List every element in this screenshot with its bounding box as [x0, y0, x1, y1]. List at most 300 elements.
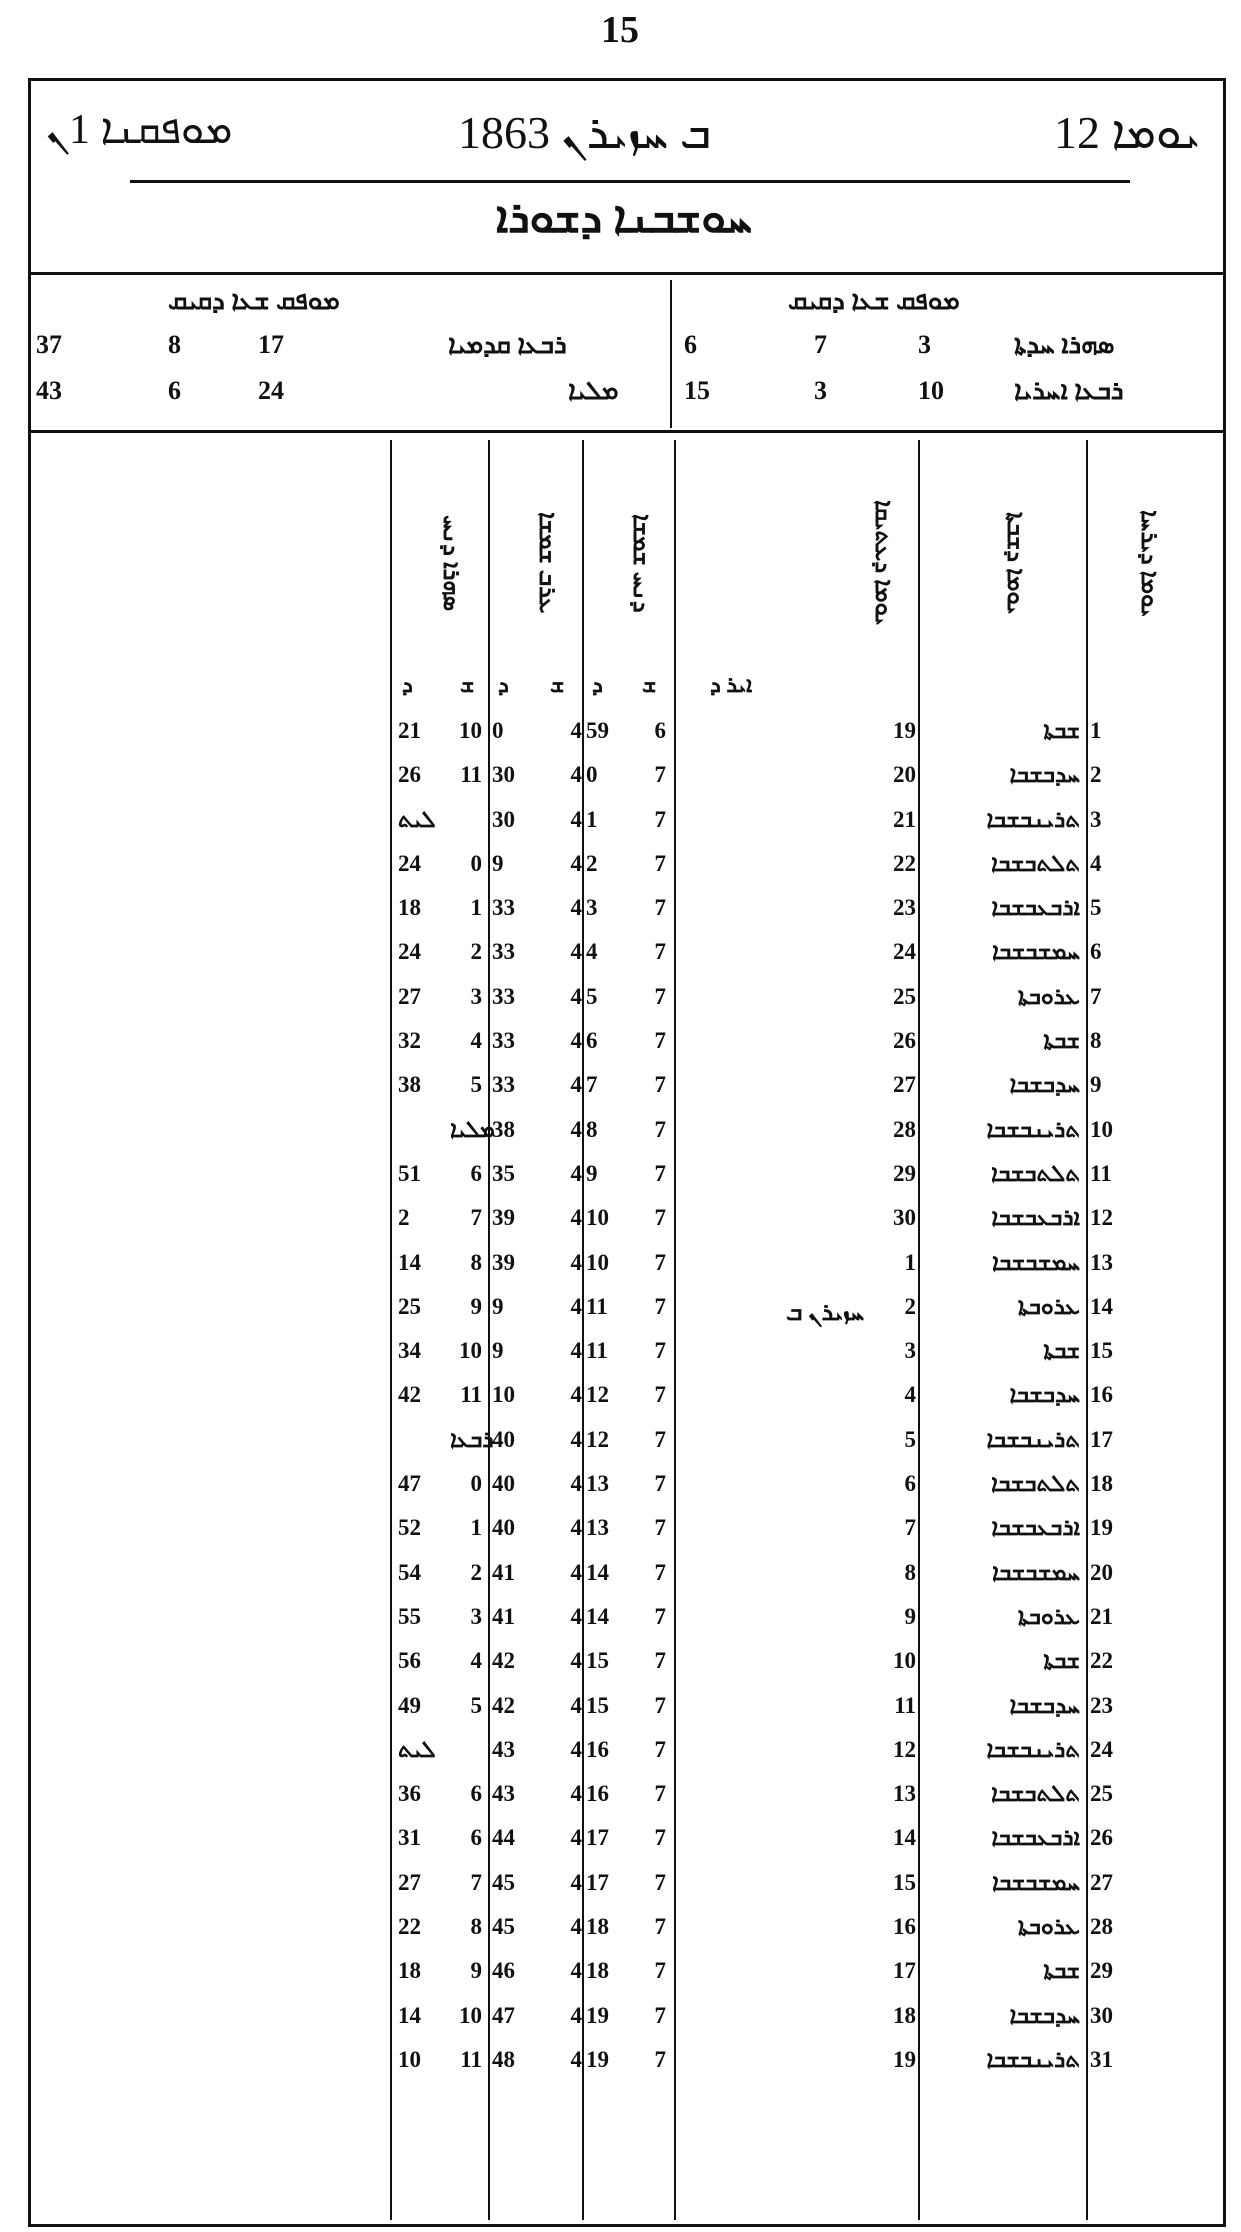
sunset-minute-cell: 39 — [492, 1249, 515, 1275]
sunrise-hour-cell: 7 — [654, 1958, 666, 1984]
header-rule — [130, 180, 1130, 183]
moon-second-cell: 26 — [398, 762, 421, 788]
weekday-cell: ܐܪܒܥܒܫܒܐ — [991, 1205, 1080, 1231]
weekday-cell: ܫܒܬܐ — [1043, 1958, 1080, 1984]
phase-day: 17 — [258, 330, 284, 359]
phase-name: ܡܠܝܐ — [568, 376, 619, 405]
unit-minute: ܕ — [402, 672, 413, 697]
day-number-cell: 25 — [1090, 1781, 1113, 1807]
sunset-minute-cell: 33 — [492, 983, 515, 1009]
sunset-minute-cell: 30 — [492, 806, 515, 832]
sunset-minute-cell: 46 — [492, 1958, 515, 1984]
sunset-minute-cell: 33 — [492, 1028, 515, 1054]
calendar-table — [390, 440, 1190, 2220]
day-number-cell: 8 — [1090, 1028, 1102, 1054]
old-calendar-day-cell: 10 — [893, 1648, 916, 1674]
weekday-cell: ܚܡܫܒܫܒܐ — [991, 1559, 1080, 1585]
weekday-cell: ܚܕܒܫܒܐ — [1009, 762, 1080, 788]
moon-hour-cell: 10 — [459, 2002, 482, 2028]
sunrise-minute-cell: 14 — [586, 1603, 609, 1629]
moon-second-cell: 21 — [398, 718, 421, 743]
title-rule — [28, 272, 1226, 275]
sunrise-minute-cell: 11 — [586, 1293, 608, 1319]
weekday-cell: ܚܕܒܫܒܐ — [1009, 1382, 1080, 1408]
sunset-minute-cell: 41 — [492, 1603, 515, 1629]
sunset-minute-cell: 48 — [492, 2046, 515, 2072]
moon-second-cell: 18 — [398, 1958, 421, 1984]
sunrise-minute-cell: 13 — [586, 1471, 609, 1497]
sunset-hour-cell: 4 — [570, 1559, 582, 1585]
old-calendar-day-cell: 1 — [904, 1249, 916, 1275]
moon-hour-cell: 9 — [470, 1293, 482, 1319]
old-calendar-day-cell: 19 — [893, 718, 916, 743]
moon-second-cell: 36 — [398, 1781, 421, 1807]
table-row — [390, 754, 1190, 798]
unit-hour: ܫ — [460, 672, 475, 697]
day-number-cell: 15 — [1090, 1338, 1113, 1364]
sunrise-minute-cell: 9 — [586, 1160, 598, 1186]
table-row — [390, 2039, 1190, 2083]
old-calendar-day-cell: 28 — [893, 1116, 916, 1142]
sunrise-hour-cell: 7 — [654, 1160, 666, 1186]
old-calendar-day-cell: 3 — [904, 1338, 916, 1364]
table-row — [390, 1242, 1190, 1286]
weekday-cell: ܚܡܫܒܫܒܐ — [991, 1249, 1080, 1275]
sunset-hour-cell: 4 — [570, 1116, 582, 1142]
sunrise-minute-cell: 0 — [586, 762, 598, 788]
table-row — [390, 1374, 1190, 1418]
old-calendar-day-cell: 24 — [893, 939, 916, 965]
sunrise-minute-cell: 8 — [586, 1116, 598, 1142]
moon-hour-cell: 11 — [460, 2046, 482, 2072]
table-row — [390, 1729, 1190, 1773]
phase-minute: 37 — [36, 330, 62, 359]
moon-hour-cell: 3 — [470, 983, 482, 1009]
old-calendar-day-cell: 13 — [893, 1781, 916, 1807]
table-row — [390, 1064, 1190, 1108]
sunrise-minute-cell: 13 — [586, 1515, 609, 1541]
sunrise-minute-cell: 4 — [586, 939, 598, 965]
moon-second-cell: 54 — [398, 1559, 421, 1585]
table-row — [390, 887, 1190, 931]
weekday-cell: ܬܠܬܒܫܒܐ — [991, 1471, 1080, 1497]
sunset-minute-cell: 42 — [492, 1692, 515, 1718]
moon-hour-cell: 1 — [470, 1515, 482, 1541]
moon-hour-cell: 10 — [459, 718, 482, 743]
table-row — [390, 1817, 1190, 1861]
moon-hour-cell: ܡܠܝܐ — [450, 1116, 495, 1142]
old-calendar-day-cell: 9 — [904, 1603, 916, 1629]
sunset-hour-cell: 4 — [570, 1471, 582, 1497]
sunrise-hour-cell: 7 — [654, 1781, 666, 1807]
old-calendar-day-cell: 17 — [893, 1958, 916, 1984]
sunset-minute-cell: 33 — [492, 1072, 515, 1098]
table-row — [390, 1596, 1190, 1640]
sunrise-minute-cell: 15 — [586, 1692, 609, 1718]
old-calendar-day-cell: 5 — [904, 1426, 916, 1452]
phase-day: 3 — [918, 330, 931, 359]
month-label-mid: ܚܙܝܪܢ ܒ — [786, 1300, 865, 1326]
page-number: 15 — [601, 9, 639, 51]
moon-hour-cell: 8 — [470, 1914, 482, 1940]
unit-hour: ܫ — [642, 672, 657, 697]
weekday-cell: ܫܒܬܐ — [1043, 1338, 1080, 1364]
moon-second-cell: 42 — [398, 1382, 421, 1408]
day-number-cell: 9 — [1090, 1072, 1102, 1098]
col-head-day-number: ܝܘܡܐ ܕܝܪܚܐ — [1136, 509, 1162, 617]
weekday-cell: ܐܪܒܥܒܫܒܐ — [991, 1825, 1080, 1851]
sunset-hour-cell: 4 — [570, 939, 582, 965]
sunrise-minute-cell: 18 — [586, 1958, 609, 1984]
sunrise-hour-cell: 7 — [654, 806, 666, 832]
sunrise-hour-cell: 6 — [654, 718, 666, 743]
table-row — [390, 1862, 1190, 1906]
phase-name: ܪܒܥܐ ܩܕܡܝܐ — [448, 330, 567, 359]
moon-hour-cell: 7 — [470, 1205, 482, 1231]
moon-second-cell: 49 — [398, 1692, 421, 1718]
moon-hour-cell: 0 — [470, 850, 482, 876]
table-row — [390, 1640, 1190, 1684]
sunset-minute-cell: 47 — [492, 2002, 515, 2028]
old-calendar-day-cell: 29 — [893, 1160, 916, 1186]
weekday-cell: ܥܪܘܒܬܐ — [1017, 1603, 1080, 1629]
moon-hour-cell: 5 — [470, 1692, 482, 1718]
sunset-minute-cell: 35 — [492, 1160, 515, 1186]
sunrise-minute-cell: 18 — [586, 1914, 609, 1940]
moon-second-cell: ܠܝܬ — [398, 1736, 436, 1762]
day-number-cell: 2 — [1090, 762, 1102, 788]
moon-second-cell: 10 — [398, 2046, 421, 2072]
moon-hour-cell: 4 — [470, 1648, 482, 1674]
table-row — [390, 931, 1190, 975]
day-number-cell: 1 — [1090, 718, 1102, 743]
sunset-minute-cell: 9 — [492, 1338, 504, 1364]
sunrise-minute-cell: 59 — [586, 718, 609, 743]
header-row — [28, 88, 1220, 178]
day-number-cell: 12 — [1090, 1205, 1113, 1231]
day-number-cell: 4 — [1090, 850, 1102, 876]
col-head-moon: ܣܗܪܐ ܕܢܚ — [438, 514, 464, 612]
moon-second-cell: ܠܝܬ — [398, 806, 436, 832]
moon-hour-cell: 10 — [459, 1338, 482, 1364]
issue-day: 12 ܝܘܡܐ — [1053, 107, 1200, 158]
sunset-minute-cell: 10 — [492, 1382, 515, 1408]
table-row — [390, 1197, 1190, 1241]
moon-second-cell: 24 — [398, 850, 421, 876]
sunrise-minute-cell: 12 — [586, 1426, 609, 1452]
sunrise-hour-cell: 7 — [654, 983, 666, 1009]
unit-hour: ܫ — [550, 672, 565, 697]
sunset-minute-cell: 39 — [492, 1205, 515, 1231]
sunrise-hour-cell: 7 — [654, 1914, 666, 1940]
col-head-old-calendar: ܝܘܡܐ ܕܥܬܝܩܐ — [870, 500, 896, 626]
table-row — [390, 1286, 1190, 1330]
day-number-cell: 22 — [1090, 1648, 1113, 1674]
col-head-sunset: ܥܪܒ ܫܡܫܐ — [534, 512, 560, 614]
sunset-hour-cell: 4 — [570, 2046, 582, 2072]
lunar-rule — [28, 430, 1226, 433]
weekday-cell: ܐܪܒܥܒܫܒܐ — [991, 1515, 1080, 1541]
sunset-minute-cell: 45 — [492, 1914, 515, 1940]
phase-name: ܣܗܪܐ ܚܕܬܐ — [1014, 330, 1115, 359]
sunset-hour-cell: 4 — [570, 895, 582, 921]
moon-second-cell: 14 — [398, 1249, 421, 1275]
day-number-cell: 19 — [1090, 1515, 1113, 1541]
moon-second-cell: 27 — [398, 1869, 421, 1895]
table-row — [390, 710, 1190, 754]
table-row — [390, 1020, 1190, 1064]
weekday-cell: ܫܒܬܐ — [1043, 718, 1080, 743]
sunrise-hour-cell: 7 — [654, 1559, 666, 1585]
sunset-minute-cell: 43 — [492, 1781, 515, 1807]
moon-second-cell: 52 — [398, 1515, 421, 1541]
table-row — [390, 1552, 1190, 1596]
weekday-cell: ܬܪܝܢܒܫܒܐ — [986, 806, 1080, 832]
sunset-hour-cell: 4 — [570, 1515, 582, 1541]
sunrise-hour-cell: 7 — [654, 1471, 666, 1497]
table-row — [390, 843, 1190, 887]
sunset-minute-cell: 45 — [492, 1869, 515, 1895]
sunset-minute-cell: 40 — [492, 1426, 515, 1452]
old-calendar-day-cell: 8 — [904, 1559, 916, 1585]
phase-hour: 8 — [168, 330, 181, 359]
day-number-cell: 23 — [1090, 1692, 1113, 1718]
sunset-hour-cell: 4 — [570, 1736, 582, 1762]
sunset-hour-cell: 4 — [570, 762, 582, 788]
sunset-minute-cell: 33 — [492, 939, 515, 965]
lunar-phase-row — [674, 330, 1220, 370]
day-number-cell: 21 — [1090, 1603, 1113, 1629]
phase-hour: 3 — [814, 376, 827, 405]
sunset-hour-cell: 4 — [570, 1914, 582, 1940]
old-calendar-day-cell: 4 — [904, 1382, 916, 1408]
old-calendar-day-cell: 6 — [904, 1471, 916, 1497]
lunar-head-label-left: ܡܘܦܩ ܫܥܐ ܕܩܝܩ — [168, 286, 340, 315]
moon-hour-cell: 6 — [470, 1781, 482, 1807]
table-row — [390, 1153, 1190, 1197]
table-row — [390, 1906, 1190, 1950]
old-calendar-day-cell: 12 — [893, 1736, 916, 1762]
sunset-hour-cell: 4 — [570, 2002, 582, 2028]
moon-second-cell: 2 — [398, 1205, 410, 1231]
sunset-hour-cell: 4 — [570, 983, 582, 1009]
sunset-minute-cell: 41 — [492, 1559, 515, 1585]
day-number-cell: 5 — [1090, 895, 1102, 921]
sunrise-hour-cell: 7 — [654, 2002, 666, 2028]
sunrise-hour-cell: 7 — [654, 1249, 666, 1275]
weekday-cell: ܫܒܬܐ — [1043, 1648, 1080, 1674]
sunrise-minute-cell: 17 — [586, 1869, 609, 1895]
moon-second-cell: 47 — [398, 1471, 421, 1497]
sunset-hour-cell: 4 — [570, 1692, 582, 1718]
sunset-hour-cell: 4 — [570, 1028, 582, 1054]
sunrise-minute-cell: 1 — [586, 806, 598, 832]
phase-minute: 43 — [36, 376, 62, 405]
lunar-head-label-right: ܡܘܦܩ ܫܥܐ ܕܩܝܩ — [788, 286, 960, 315]
sunrise-minute-cell: 6 — [586, 1028, 598, 1054]
weekday-cell: ܬܪܝܢܒܫܒܐ — [986, 1426, 1080, 1452]
sunrise-minute-cell: 12 — [586, 1382, 609, 1408]
phase-hour: 6 — [168, 376, 181, 405]
phase-name: ܪܒܥܐ ܐܚܪܝܐ — [1014, 376, 1124, 405]
weekday-cell: ܥܪܘܒܬܐ — [1017, 1293, 1080, 1319]
month-label-top: ܐܝܪ ܕ — [710, 672, 753, 697]
table-row — [390, 799, 1190, 843]
weekday-cell: ܚܕܒܫܒܐ — [1009, 1072, 1080, 1098]
sunset-hour-cell: 4 — [570, 1426, 582, 1452]
unit-minute: ܕ — [592, 672, 603, 697]
weekday-cell: ܬܪܝܢܒܫܒܐ — [986, 1116, 1080, 1142]
sunrise-minute-cell: 16 — [586, 1736, 609, 1762]
day-number-cell: 11 — [1090, 1160, 1112, 1186]
lunar-phase-row — [28, 330, 668, 370]
phase-minute: 6 — [684, 330, 697, 359]
table-row — [390, 1330, 1190, 1374]
moon-hour-cell: 0 — [470, 1471, 482, 1497]
day-number-cell: 20 — [1090, 1559, 1113, 1585]
moon-hour-cell: 3 — [470, 1603, 482, 1629]
sunrise-minute-cell: 3 — [586, 895, 598, 921]
moon-second-cell: 32 — [398, 1028, 421, 1054]
day-number-cell: 16 — [1090, 1382, 1113, 1408]
moon-second-cell: 14 — [398, 2002, 421, 2028]
moon-second-cell: 38 — [398, 1072, 421, 1098]
old-calendar-day-cell: 19 — [893, 2046, 916, 2072]
sunrise-hour-cell: 7 — [654, 1736, 666, 1762]
sunrise-minute-cell: 7 — [586, 1072, 598, 1098]
sunrise-hour-cell: 7 — [654, 1028, 666, 1054]
sunset-hour-cell: 4 — [570, 1648, 582, 1674]
weekday-cell: ܬܠܬܒܫܒܐ — [991, 1781, 1080, 1807]
col-head-weekday: ܝܘܡܐ ܕܫܒܬܐ — [1002, 511, 1028, 615]
old-calendar-day-cell: 7 — [904, 1515, 916, 1541]
sunrise-hour-cell: 7 — [654, 1825, 666, 1851]
moon-second-cell: 24 — [398, 939, 421, 965]
sunrise-hour-cell: 7 — [654, 1692, 666, 1718]
sunrise-hour-cell: 7 — [654, 1293, 666, 1319]
day-number-cell: 6 — [1090, 939, 1102, 965]
sunrise-hour-cell: 7 — [654, 1382, 666, 1408]
sunrise-hour-cell: 7 — [654, 1515, 666, 1541]
weekday-cell: ܥܪܘܒܬܐ — [1017, 983, 1080, 1009]
sunset-minute-cell: 0 — [492, 718, 504, 743]
moon-second-cell: 51 — [398, 1160, 421, 1186]
moon-hour-cell: 6 — [470, 1160, 482, 1186]
day-number-cell: 27 — [1090, 1869, 1113, 1895]
sunset-hour-cell: 4 — [570, 1382, 582, 1408]
moon-hour-cell: 7 — [470, 1869, 482, 1895]
sunset-hour-cell: 4 — [570, 806, 582, 832]
weekday-cell: ܬܠܬܒܫܒܐ — [991, 850, 1080, 876]
moon-hour-cell: 6 — [470, 1825, 482, 1851]
moon-second-cell: 27 — [398, 983, 421, 1009]
old-calendar-day-cell: 11 — [894, 1692, 916, 1718]
sunrise-minute-cell: 14 — [586, 1559, 609, 1585]
sunrise-hour-cell: 7 — [654, 1426, 666, 1452]
issue-number: ܡܘܦܩܢܐ 1ܢ — [46, 107, 233, 153]
sunset-minute-cell: 9 — [492, 850, 504, 876]
moon-second-cell: 34 — [398, 1338, 421, 1364]
weekday-cell: ܬܪܝܢܒܫܒܐ — [986, 2046, 1080, 2072]
moon-hour-cell: 1 — [470, 895, 482, 921]
sunrise-hour-cell: 7 — [654, 1205, 666, 1231]
table-row — [390, 1950, 1190, 1994]
moon-hour-cell: 11 — [460, 762, 482, 788]
units-row — [390, 672, 1190, 708]
moon-hour-cell: 11 — [460, 1382, 482, 1408]
day-number-cell: 31 — [1090, 2046, 1113, 2072]
day-number-cell: 3 — [1090, 806, 1102, 832]
moon-second-cell: 55 — [398, 1603, 421, 1629]
sunrise-hour-cell: 7 — [654, 1116, 666, 1142]
phase-day: 24 — [258, 376, 284, 405]
weekday-cell: ܫܒܬܐ — [1043, 1028, 1080, 1054]
old-calendar-day-cell: 21 — [893, 806, 916, 832]
sunset-hour-cell: 4 — [570, 850, 582, 876]
sunset-minute-cell: 38 — [492, 1116, 515, 1142]
sunset-minute-cell: 40 — [492, 1471, 515, 1497]
old-calendar-day-cell: 16 — [893, 1914, 916, 1940]
table-row — [390, 1685, 1190, 1729]
sunset-hour-cell: 4 — [570, 1781, 582, 1807]
sunrise-hour-cell: 7 — [654, 2046, 666, 2072]
old-calendar-day-cell: 25 — [893, 983, 916, 1009]
weekday-cell: ܥܪܘܒܬܐ — [1017, 1914, 1080, 1940]
weekday-cell: ܚܕܒܫܒܐ — [1009, 1692, 1080, 1718]
sunrise-hour-cell: 7 — [654, 762, 666, 788]
moon-second-cell: 18 — [398, 895, 421, 921]
sunset-hour-cell: 4 — [570, 1160, 582, 1186]
sunrise-minute-cell: 19 — [586, 2002, 609, 2028]
old-calendar-day-cell: 27 — [893, 1072, 916, 1098]
moon-hour-cell: 8 — [470, 1249, 482, 1275]
day-number-cell: 26 — [1090, 1825, 1113, 1851]
sunrise-minute-cell: 10 — [586, 1249, 609, 1275]
day-number-cell: 29 — [1090, 1958, 1113, 1984]
lunar-phase-row — [28, 376, 668, 416]
moon-hour-cell: 2 — [470, 1559, 482, 1585]
sunset-hour-cell: 4 — [570, 1205, 582, 1231]
phase-minute: 15 — [684, 376, 710, 405]
sunset-hour-cell: 4 — [570, 1249, 582, 1275]
top-rule — [28, 78, 1226, 81]
sunset-hour-cell: 4 — [570, 1825, 582, 1851]
lunar-divider — [670, 280, 672, 428]
old-calendar-day-cell: 18 — [893, 2002, 916, 2028]
lunar-phase-row — [674, 376, 1220, 416]
sunrise-minute-cell: 11 — [586, 1338, 608, 1364]
sunset-hour-cell: 4 — [570, 1072, 582, 1098]
sunrise-minute-cell: 17 — [586, 1825, 609, 1851]
sunset-hour-cell: 4 — [570, 718, 582, 743]
day-number-cell: 28 — [1090, 1914, 1113, 1940]
section-title: ܚܘܫܒܢܐ ܕܫܘܪܐ — [495, 193, 753, 242]
moon-second-cell: 31 — [398, 1825, 421, 1851]
old-calendar-day-cell: 22 — [893, 850, 916, 876]
day-number-cell: 14 — [1090, 1293, 1113, 1319]
sunrise-hour-cell: 7 — [654, 1338, 666, 1364]
day-number-cell: 13 — [1090, 1249, 1113, 1275]
moon-second-cell: 25 — [398, 1293, 421, 1319]
weekday-cell: ܚܡܫܒܫܒܐ — [991, 939, 1080, 965]
sunrise-hour-cell: 7 — [654, 1603, 666, 1629]
day-number-cell: 10 — [1090, 1116, 1113, 1142]
sunrise-minute-cell: 15 — [586, 1648, 609, 1674]
sunrise-minute-cell: 19 — [586, 2046, 609, 2072]
old-calendar-day-cell: 30 — [893, 1205, 916, 1231]
day-number-cell: 17 — [1090, 1426, 1113, 1452]
table-row — [390, 1109, 1190, 1153]
